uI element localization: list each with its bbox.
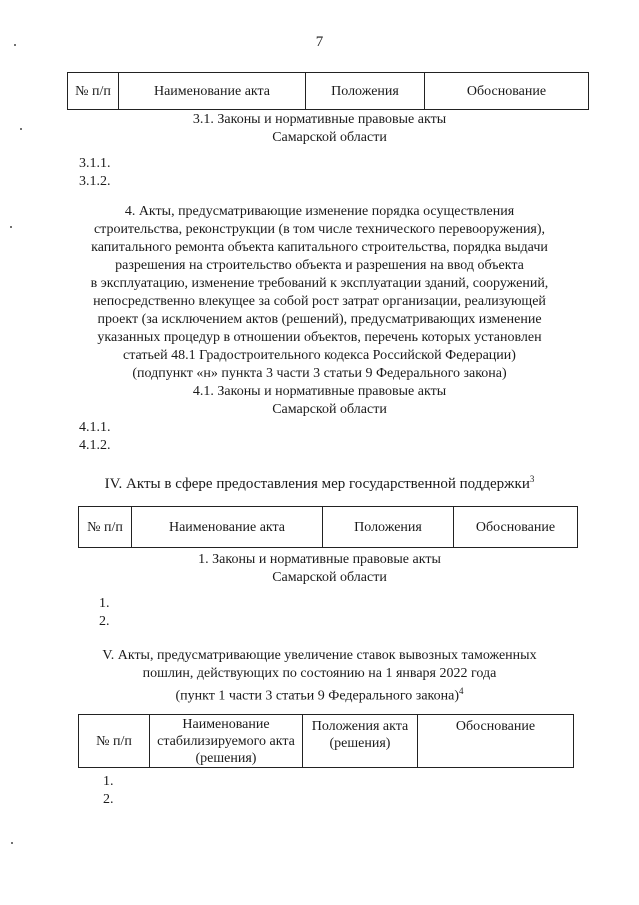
section-4-1-title-line-2: Самарской области	[272, 402, 387, 417]
list-item: 2.	[99, 614, 110, 629]
list-item: 1.	[103, 774, 114, 789]
list-item: 3.1.2.	[79, 174, 111, 189]
col-justification-header: Обоснование	[454, 507, 578, 548]
section-3-1-title-line-2: Самарской области	[272, 130, 387, 145]
acts-table-header-3	[78, 714, 574, 768]
section-v-line	[0, 682, 639, 706]
scan-speck	[14, 44, 16, 46]
col-justification-header: Обоснование	[418, 715, 574, 768]
col-justification-header: Обоснование	[425, 73, 589, 110]
col-provisions-header: Положения	[323, 507, 454, 548]
section-4-line: непосредственно влекущее за собой рост затрат организации, реализующей	[93, 294, 546, 309]
list-item: 4.1.1.	[79, 420, 111, 435]
section-4-1-title-line-1: 4.1. Законы и нормативные правовые акты	[192, 384, 447, 399]
section-4-line: статьей 48.1 Градостроительного кодекса Российской Федерации)	[123, 348, 516, 363]
list-item: 4.1.2.	[79, 438, 111, 453]
section-iv-title	[0, 470, 639, 494]
col-act-provisions-header: Положения акта (решения)	[303, 715, 418, 768]
section-iv-1-title-line-1: 1. Законы и нормативные правовые акты	[198, 552, 441, 567]
section-4-line: проект (за исключением актов (решений), предусматривающих изменение	[97, 312, 542, 327]
section-4-line: строительства, реконструкции (в том числе технического перевооружения),	[93, 222, 546, 237]
section-v-line: пошлин, действующих по состоянию на 1 января 2022 года	[142, 666, 497, 681]
section-4-line: в эксплуатацию, изменение требований к эксплуатации зданий, сооружений,	[90, 276, 549, 291]
footnote-marker: 3	[529, 474, 535, 484]
col-number-header: № п/п	[68, 73, 119, 110]
col-provisions-header: Положения	[306, 73, 425, 110]
section-v-line: V. Акты, предусматривающие увеличение ставок вывозных таможенных	[102, 648, 537, 663]
section-4-line: (подпункт «н» пункта 3 части 3 статьи 9 Федерального закона)	[132, 366, 507, 381]
col-stabilized-act-header: Наименование стабилизируемого акта (решения)	[150, 715, 303, 768]
scan-speck	[11, 842, 13, 844]
page-number: 7	[315, 34, 324, 50]
section-4-line: разрешения на строительство объекта и разрешения на ввод объекта	[115, 258, 524, 273]
scan-speck	[10, 226, 12, 228]
col-number-header: № п/п	[79, 715, 150, 768]
acts-table-header-2	[78, 506, 578, 548]
section-4-line: 4. Акты, предусматривающие изменение порядка осуществления	[124, 204, 515, 219]
col-act-name-header: Наименование акта	[132, 507, 323, 548]
section-iv-title-text: IV. Акты в сфере предоставления мер государственной поддержки	[104, 476, 530, 492]
section-v-line-text: (пункт 1 части 3 статьи 9 Федерального закона)	[175, 688, 460, 704]
section-4-line: указанных процедур в отношении объектов, перечень которых установлен	[97, 330, 542, 345]
scan-speck	[20, 128, 22, 130]
acts-table-header-1	[67, 72, 589, 110]
footnote-marker: 4	[459, 686, 464, 696]
section-iv-1-title-line-2: Самарской области	[272, 570, 387, 585]
col-act-name-header: Наименование акта	[119, 73, 306, 110]
list-item: 1.	[99, 596, 110, 611]
list-item: 2.	[103, 792, 114, 807]
section-3-1-title-line-1: 3.1. Законы и нормативные правовые акты	[192, 112, 447, 127]
list-item: 3.1.1.	[79, 156, 111, 171]
col-number-header: № п/п	[79, 507, 132, 548]
section-4-line: капитального ремонта объекта капитального строительства, порядка выдачи	[91, 240, 548, 255]
